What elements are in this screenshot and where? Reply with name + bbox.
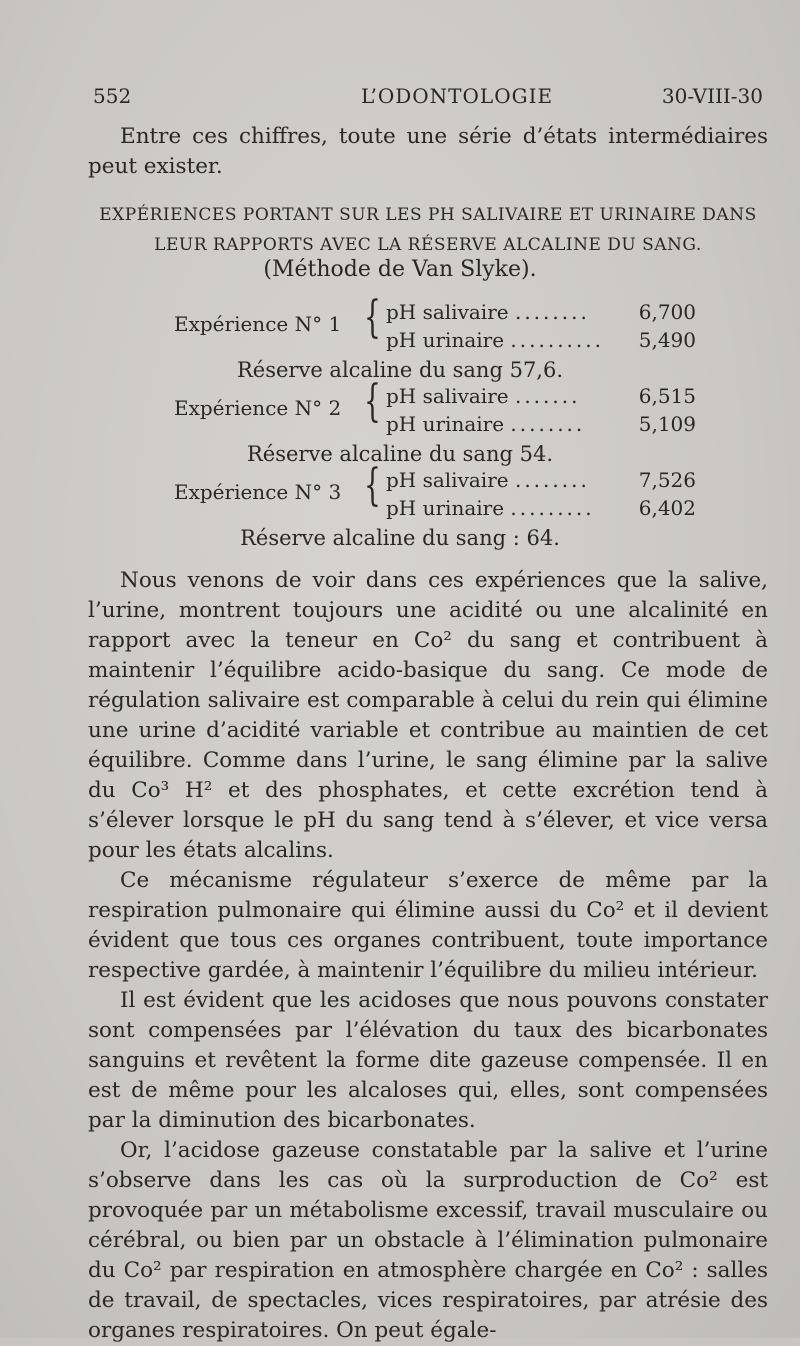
running-header xyxy=(93,84,763,110)
row-key: pH salivaire xyxy=(386,468,509,492)
row-dots: ........ xyxy=(514,468,590,492)
issue-date: 30-VIII-30 xyxy=(661,84,763,108)
row-dots: ........ xyxy=(514,300,590,324)
paragraph: Il est évident que les acidoses que nous pouvons constater sont compensées par l’élévation du taux des bicarbonates sanguins et revêtent la forme dite gazeuse compensée. Il en est de même pour les alcaloses qui, elles, sont compensées par la diminution des bicarbonates. xyxy=(88,988,768,1133)
experiment-row xyxy=(386,384,696,408)
row-dots: ........ xyxy=(510,412,586,436)
row-dots: .......... xyxy=(510,328,604,352)
row-value: 6,700 xyxy=(638,300,696,324)
experiment-label: Expérience N° 1 xyxy=(174,312,342,336)
experiment-row xyxy=(386,412,696,436)
reserve-line-3: Réserve alcaline du sang : 64. xyxy=(240,526,560,550)
brace-glyph: { xyxy=(364,460,381,511)
paragraph: Ce mécanisme régulateur s’exerce de même par la respiration pulmonaire qui élimine aussi du Co² et il devient évident que tous ces organes contribuent, toute importance respective gardée, à maintenir l’équilibre du milieu intérieur. xyxy=(88,868,768,983)
intro-text: Entre ces chiffres, toute une série d’états intermédiaires peut exister. xyxy=(88,124,768,179)
row-value: 5,109 xyxy=(638,412,696,436)
reserve-line-1: Réserve alcaline du sang 57,6. xyxy=(236,358,564,382)
section-title-line-1: EXPÉRIENCES PORTANT SUR LES PH SALIVAIRE ET URINAIRE DANS xyxy=(99,205,757,225)
row-value: 6,402 xyxy=(638,496,696,520)
brace-glyph: { xyxy=(364,376,381,427)
paragraph: Nous venons de voir dans ces expériences que la salive, l’urine, montrent toujours une acidité ou une alcalinité en rapport avec la teneur en Co² du sang et contribuent à maintenir l’équilibre acido-basique du sang. Ce mode de régulation salivaire est comparable à celui du rein qui élimine une urine d’acidité variable et contribue au maintien de cet équilibre. Comme dans l’urine, le sang élimine par la salive du Co³ H² et des phosphates, et cette excrétion tend à s’élever lorsque le pH du sang tend à s’élever, et vice versa pour les états alcalins. xyxy=(88,568,768,863)
method-heading: (Méthode de Van Slyke). xyxy=(263,257,537,282)
row-key: pH salivaire xyxy=(386,300,509,324)
row-value: 5,490 xyxy=(638,328,696,352)
row-key: pH salivaire xyxy=(386,384,509,408)
main-text xyxy=(88,566,768,1346)
row-value: 6,515 xyxy=(638,384,696,408)
reserve-line-2: Réserve alcaline du sang 54. xyxy=(246,442,553,466)
experiment-row xyxy=(386,328,696,352)
row-key: pH urinaire xyxy=(386,328,505,352)
row-key: pH urinaire xyxy=(386,412,505,436)
section-title xyxy=(88,200,768,260)
paragraph: Or, l’acidose gazeuse constatable par la salive et l’urine s’observe dans les cas où la surproduction de Co² est provoquée par un métabolisme excessif, travail musculaire ou cérébral, ou bien par un obstacle à l’élimination pulmonaire du Co² par respiration en atmosphère chargée en Co² : salles de travail, de spectacles, vices respiratoires, par atrésie des organes respiratoires. On peut égale- xyxy=(88,1138,768,1343)
experiment-row xyxy=(386,496,696,520)
experiment-row xyxy=(386,300,696,324)
row-dots: ......... xyxy=(510,496,595,520)
row-key: pH urinaire xyxy=(386,496,505,520)
intro-paragraph xyxy=(88,122,768,182)
row-dots: ....... xyxy=(514,384,581,408)
experiment-label: Expérience N° 2 xyxy=(174,396,342,420)
page-number: 552 xyxy=(93,84,132,108)
section-title-line-2: LEUR RAPPORTS AVEC LA RÉSERVE ALCALINE DU SANG. xyxy=(154,235,702,255)
experiment-row xyxy=(386,468,696,492)
experiment-label: Expérience N° 3 xyxy=(174,480,342,504)
brace-glyph: { xyxy=(364,292,381,343)
running-title: L’ODONTOLOGIE xyxy=(361,84,554,108)
row-value: 7,526 xyxy=(638,468,696,492)
